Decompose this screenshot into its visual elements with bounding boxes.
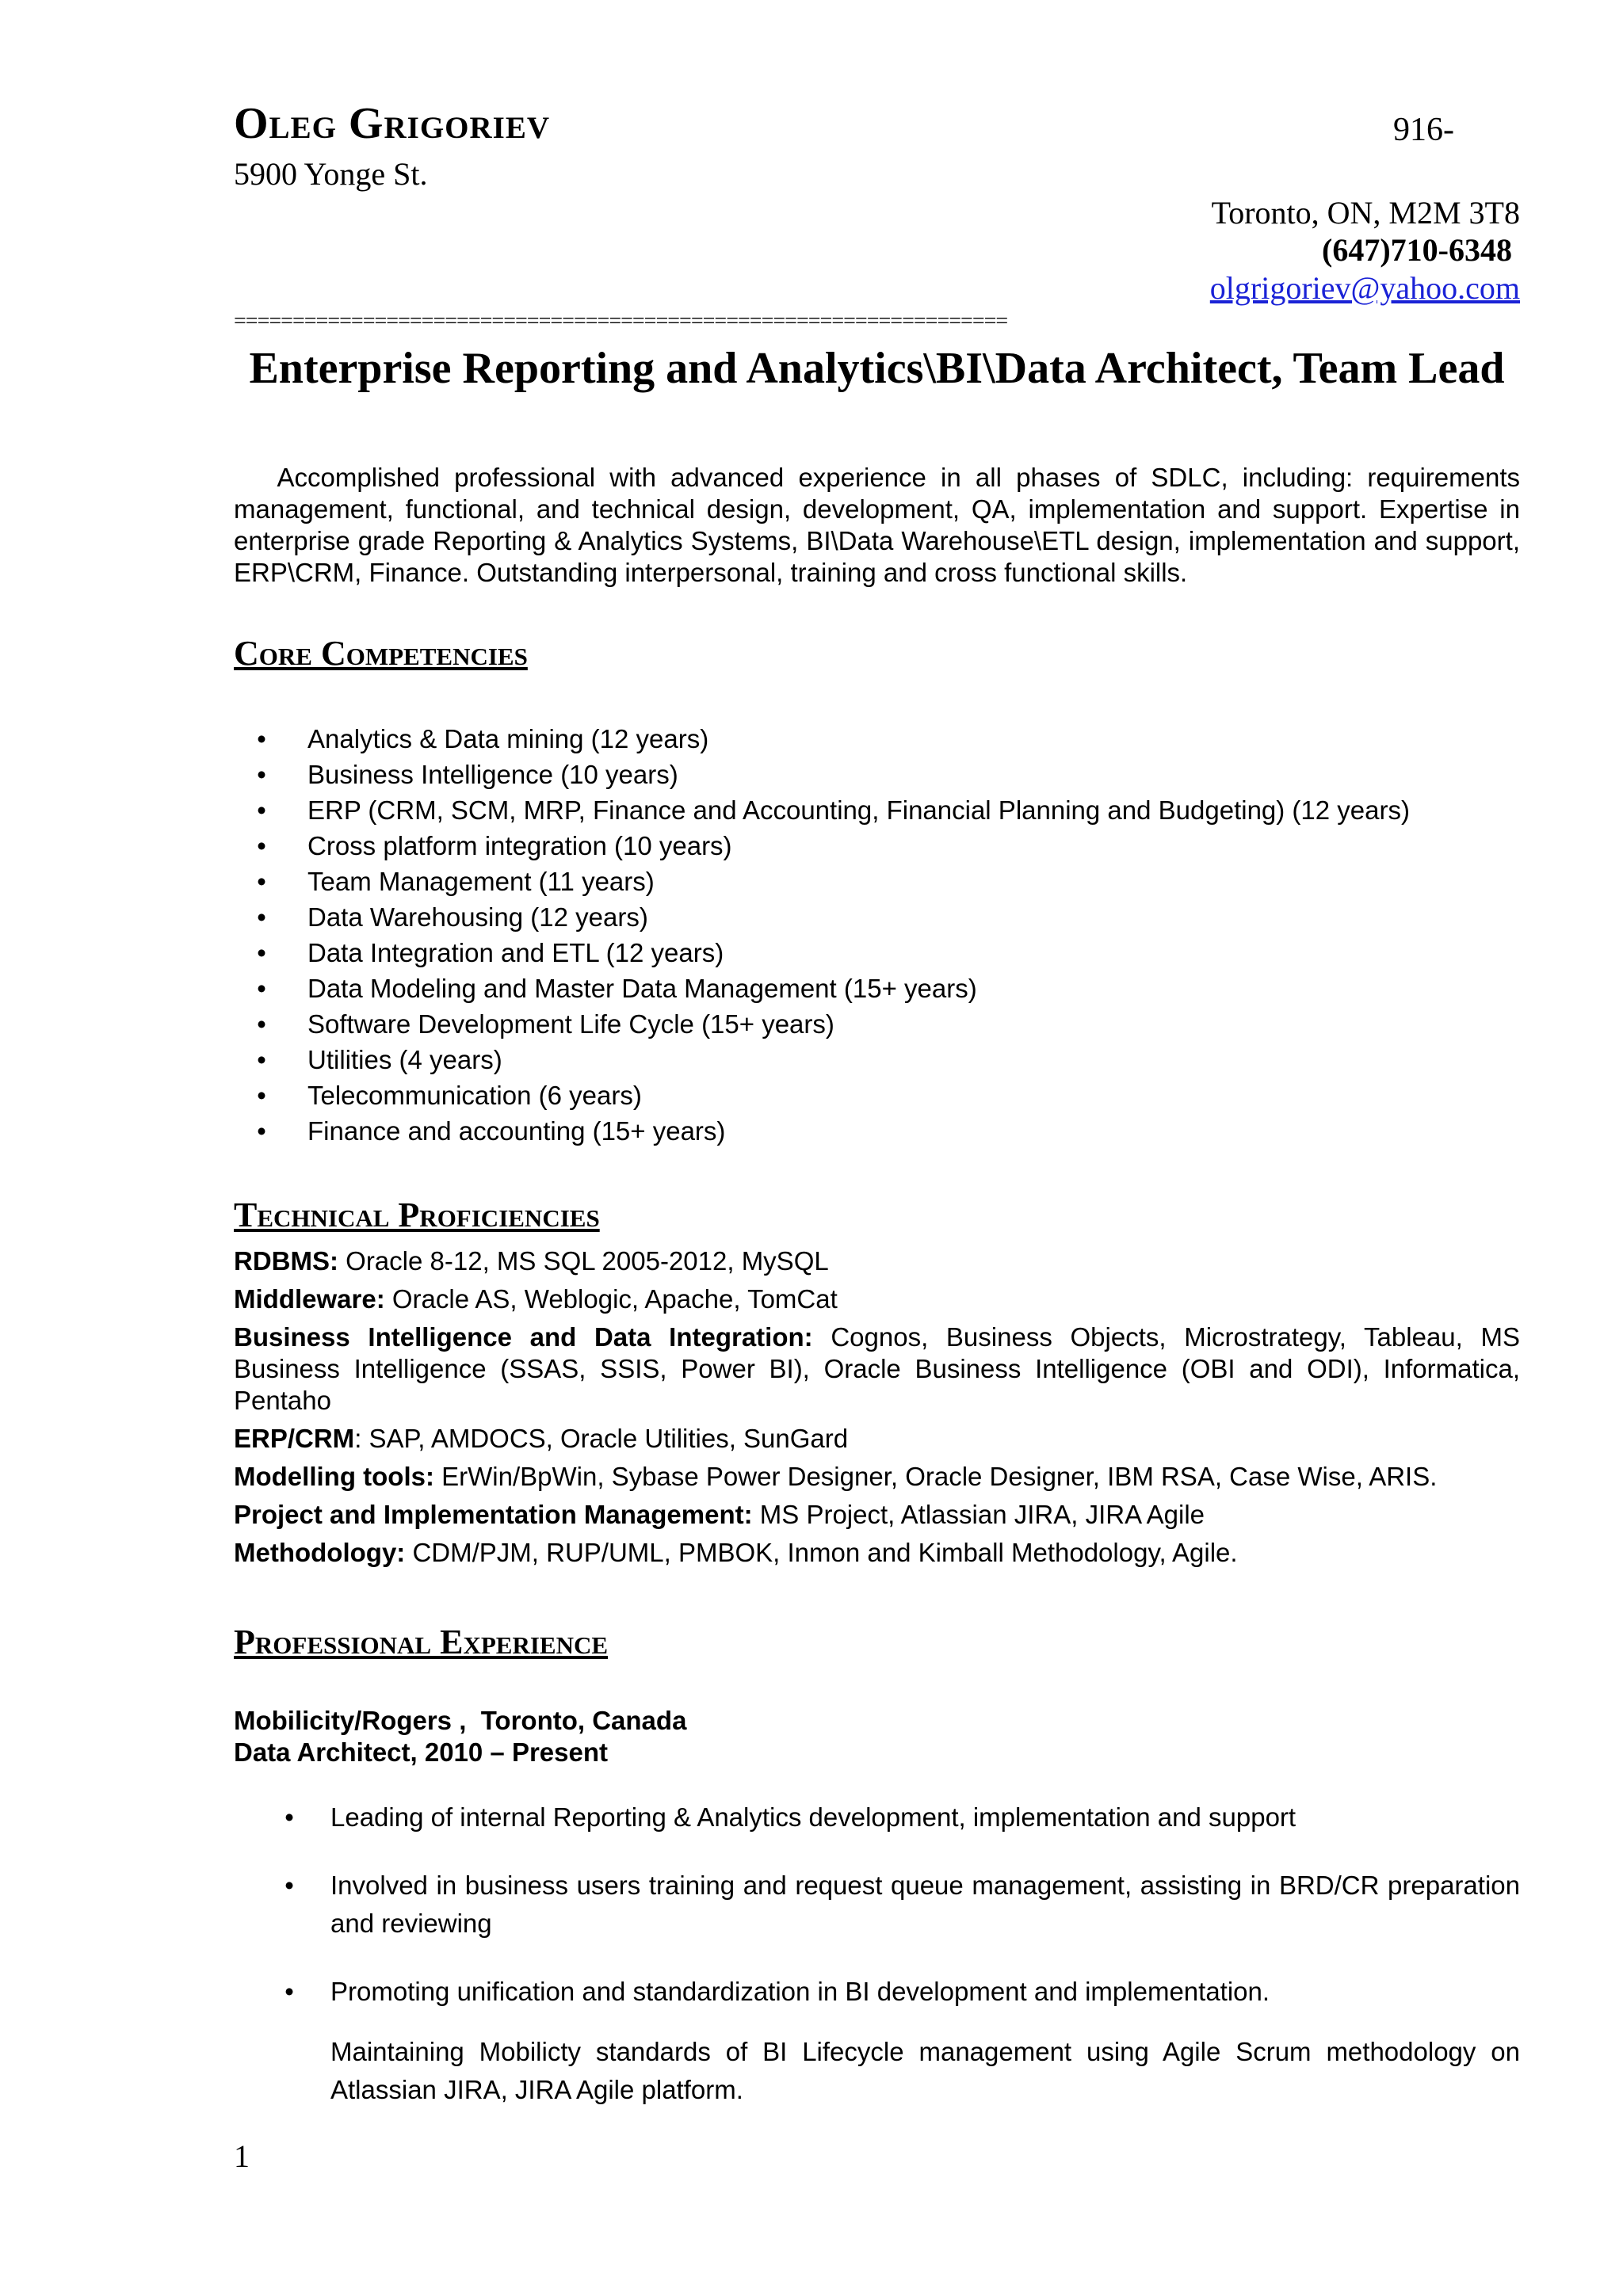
list-item [254,1042,1410,1077]
experience-text: Leading of internal Reporting & Analytics development, implementation and support [330,1802,1296,1832]
tech-label: Project and Implementation Management: [234,1500,753,1529]
bullet-icon: • [257,1045,266,1074]
list-item [281,2033,1520,2109]
list-item [254,792,1410,828]
list-item [254,1006,1410,1042]
bullet-icon: • [257,974,266,1003]
competency-text: Business Intelligence (10 years) [307,760,678,789]
tech-row-middleware [234,1283,1520,1315]
technical-proficiencies-heading: Technical Proficiencies [234,1196,600,1234]
tech-label: Business Intelligence and Data Integration: [234,1322,813,1352]
core-competencies-heading: Core Competencies [234,634,528,673]
list-item [281,1867,1520,1943]
tech-label: RDBMS: [234,1246,338,1276]
competency-text: Analytics & Data mining (12 years) [307,724,709,753]
tech-row-bi [234,1322,1520,1417]
bullet-icon: • [285,1977,294,2006]
list-item [254,864,1410,899]
list-item [254,935,1410,971]
tech-row-erp [234,1423,1520,1455]
bullet-icon: • [257,831,266,860]
competency-text: ERP (CRM, SCM, MRP, Finance and Accounting, Financial Planning and Budgeting) (12 years) [307,795,1410,825]
email-link[interactable]: olgrigoriev@yahoo.com [1209,270,1520,306]
tech-value: : SAP, AMDOCS, Oracle Utilities, SunGard [354,1424,849,1453]
tech-row-methodology [234,1537,1520,1569]
competency-text: Data Integration and ETL (12 years) [307,938,724,967]
tech-label: Modelling tools: [234,1462,434,1491]
experience-list [281,1798,1520,2139]
header-divider: ================================================================== [234,311,1008,333]
tech-value: MS Project, Atlassian JIRA, JIRA Agile [752,1500,1205,1529]
bullet-icon: • [257,867,266,896]
competency-text: Team Management (11 years) [307,867,655,896]
competency-text: Telecommunication (6 years) [307,1081,642,1110]
competency-text: Finance and accounting (15+ years) [307,1116,726,1146]
tech-row-modelling [234,1461,1520,1493]
tech-label: Middleware: [234,1284,385,1314]
tech-value: ErWin/BpWin, Sybase Power Designer, Oracle Designer, IBM RSA, Case Wise, ARIS. [433,1462,1438,1491]
candidate-name: Oleg Grigoriev [234,99,551,148]
bullet-icon: • [285,1871,294,1900]
tech-value: Cognos, Business Objects, Microstrategy, Tableau, MS Business Intelligence (SSAS, SSIS, Power BI), Oracle Business Intelligence (OBI and ODI), Informatica, Pentaho [234,1322,1520,1415]
phone-fragment: 916- [1393,112,1454,148]
competency-text: Data Modeling and Master Data Management (15+ years) [307,974,977,1003]
bullet-icon: • [257,902,266,932]
bullet-icon: • [257,1116,266,1146]
competency-text: Software Development Life Cycle (15+ years) [307,1009,834,1039]
headline: Enterprise Reporting and Analytics\BI\Data Architect, Team Lead [249,344,1505,393]
bullet-icon: • [257,938,266,967]
tech-value: Oracle AS, Weblogic, Apache, TomCat [384,1284,838,1314]
tech-label: Methodology: [234,1538,406,1567]
page-number: 1 [234,2138,250,2174]
city-address: Toronto, ON, M2M 3T8 [1211,195,1520,231]
bullet-icon: • [257,760,266,789]
bullet-icon: • [257,1009,266,1039]
bullet-icon: • [257,795,266,825]
competency-text: Utilities (4 years) [307,1045,502,1074]
phone-number: (647)710-6348 [1322,232,1512,268]
summary-text: Accomplished professional with advanced experience in all phases of SDLC, including: requirements management, functional, and technical design, development, QA, implementation and support. Expertise in enterprise grade Reporting & Analytics Systems, BI\Data Warehouse\ETL design, implementation and support, ERP\CRM, Finance. Outstanding interpersonal, training and cross functional skills. [234,463,1520,587]
job-role: Data Architect, 2010 – Present [234,1737,609,1767]
tech-value: Oracle 8-12, MS SQL 2005-2012, MySQL [338,1246,829,1276]
tech-label: ERP/CRM [234,1424,355,1453]
experience-text: Maintaining Mobilicty standards of BI Lifecycle management using Agile Scrum methodology on Atlassian JIRA, JIRA Agile platform. [330,2037,1520,2104]
list-item [254,721,1410,757]
street-address: 5900 Yonge St. [234,156,428,192]
list-item [254,1113,1410,1149]
list-item [281,1798,1520,1836]
core-competencies-list [254,721,1410,1149]
technical-proficiencies-list [234,1245,1520,1575]
summary-paragraph [234,462,1520,589]
list-item [254,971,1410,1006]
bullet-icon: • [257,724,266,753]
tech-value: CDM/PJM, RUP/UML, PMBOK, Inmon and Kimball Methodology, Agile. [405,1538,1238,1567]
competency-text: Cross platform integration (10 years) [307,831,732,860]
list-item [254,757,1410,792]
tech-row-project [234,1499,1520,1531]
professional-experience-heading: Professional Experience [234,1623,609,1661]
bullet-icon: • [285,1802,294,1832]
experience-text: Involved in business users training and request queue management, assisting in BRD/CR preparation and reviewing [330,1871,1520,1938]
list-item [254,899,1410,935]
competency-text: Data Warehousing (12 years) [307,902,648,932]
bullet-icon: • [257,1081,266,1110]
list-item [254,1077,1410,1113]
employer-name: Mobilicity/Rogers , Toronto, Canada [234,1706,687,1735]
list-item [281,1973,1520,2011]
experience-text: Promoting unification and standardization in BI development and implementation. [330,1977,1270,2006]
tech-row-rdbms [234,1245,1520,1277]
list-item [254,828,1410,864]
